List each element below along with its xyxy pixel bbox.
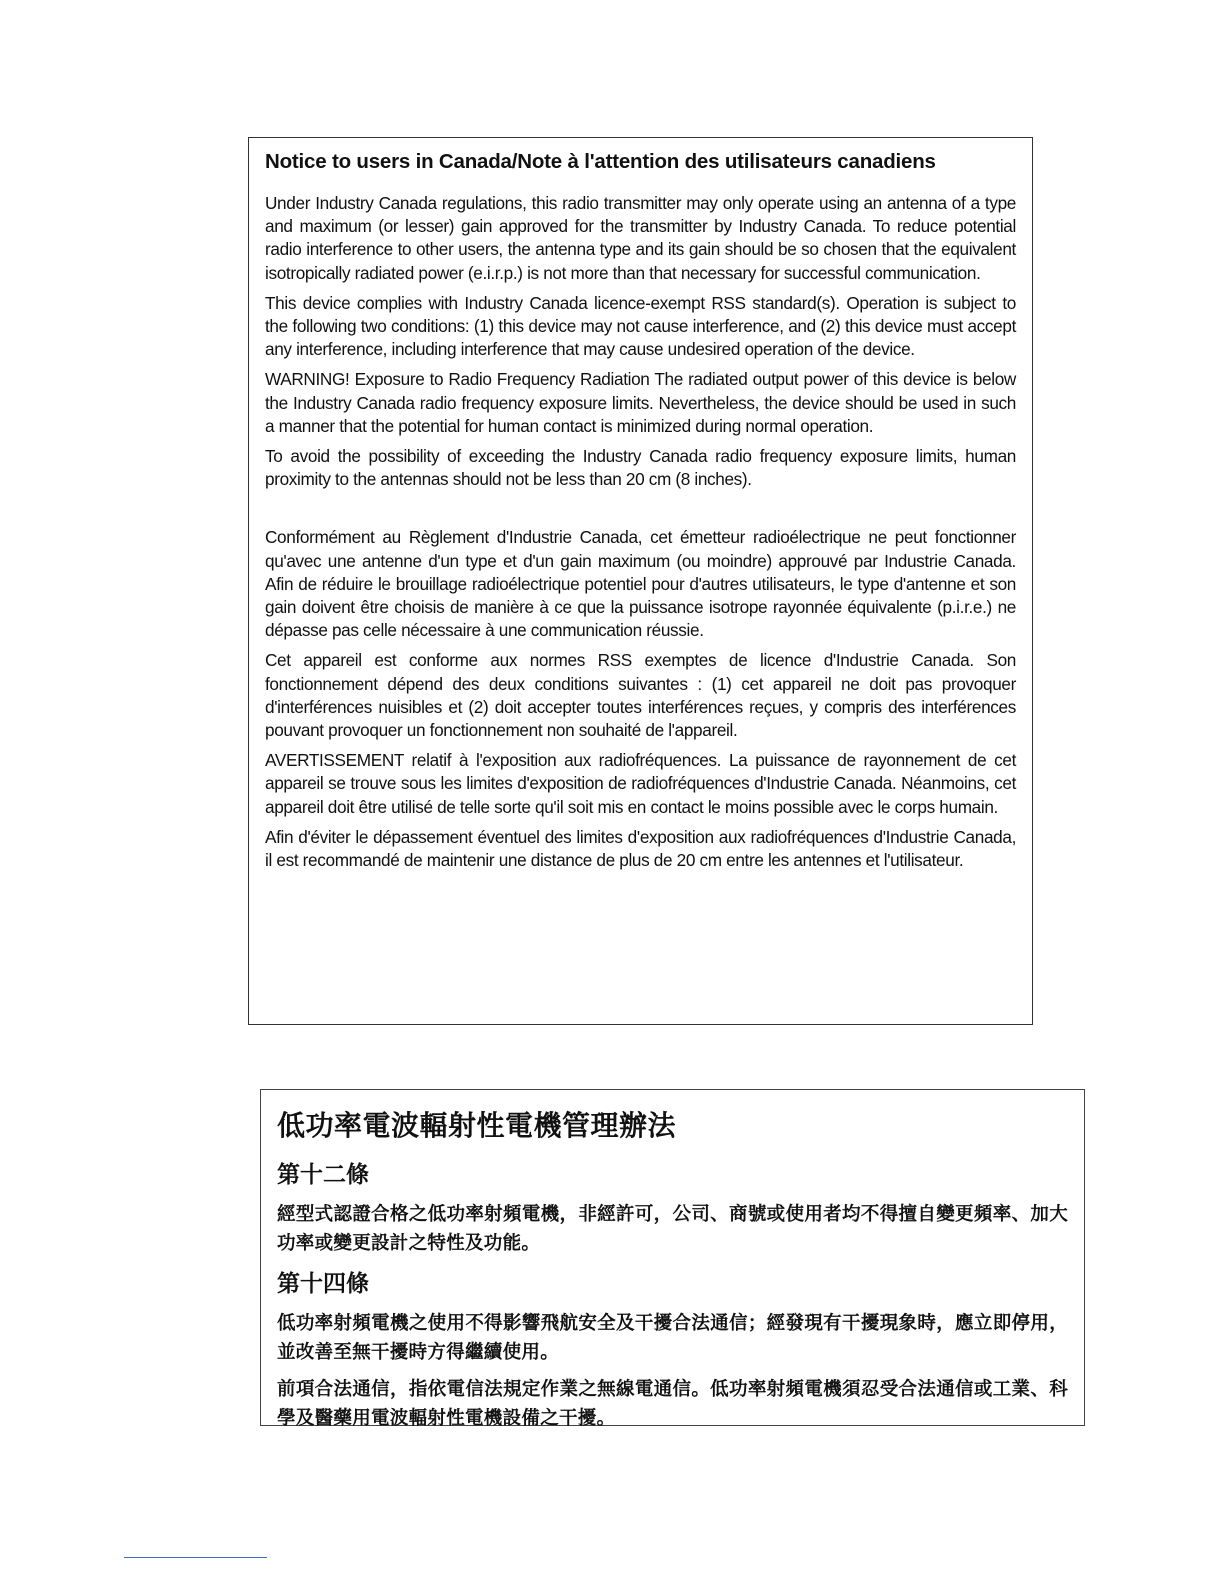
paragraph-fr-rf-exposure-warning: AVERTISSEMENT relatif à l'exposition aux radiofréquences. La puissance de rayonnement de cet appareil se trouve sous les limites d'exposition de radiofréquences d'Industrie Canada. Néanmoins, cet appareil doit être utilisé de telle sorte qu'il soit mis en contact le moins possible avec le corps humain. [265, 750, 1016, 817]
paragraph-fr-rss-compliance: Cet appareil est conforme aux normes RSS exemptes de licence d'Industrie Canada. Son fonctionnement dépend des deux conditions suivantes : (1) cet appareil ne doit pas provoquer d'interférences nuisibles et (2) doit accepter toutes interférences reçues, y compris des interférences pouvant provoquer un fonctionnement non souhaité de l'appareil. [265, 650, 1016, 741]
canada-notice-box [248, 137, 1033, 1025]
footnote-divider [124, 1557, 267, 1558]
article-14-heading: 第十四條 [277, 1270, 369, 1296]
taiwan-notice-box [260, 1089, 1085, 1426]
paragraph-rf-exposure-warning: WARNING! Exposure to Radio Frequency Radiation The radiated output power of this device is below the Industry Canada radio frequency exposure limits. Nevertheless, the device should be used in such a manner that the potential for human contact is minimized during normal operation. [265, 369, 1016, 436]
paragraph-fr-antenna-regulations: Conformément au Règlement d'Industrie Canada, cet émetteur radioélectrique ne peut fonctionner qu'avec une antenne d'un type et d'un gain maximum (ou moindre) approuvé par Industrie Canada. Afin de réduire le brouillage radioélectrique potentiel pour d'autres utilisateurs, le type d'antenne et son gain doivent être choisis de manière à ce que la puissance isotrope rayonnée équivalente (p.i.r.e.) ne dépasse pas celle nécessaire à une communication réussie. [265, 527, 1016, 641]
taiwan-notice-title: 低功率電波輻射性電機管理辦法 [277, 1110, 677, 1141]
paragraph-rss-compliance: This device complies with Industry Canada licence-exempt RSS standard(s). Operation is subject to the following two conditions: (1) this device may not cause interference, and (2) this device must accept any interference, including interference that may cause undesired operation of the device. [265, 292, 1016, 360]
paragraph-antenna-distance: To avoid the possibility of exceeding the Industry Canada radio frequency exposure limits, human proximity to the antennas should not be less than 20 cm (8 inches). [265, 446, 1016, 490]
article-12-text: 經型式認證合格之低功率射頻電機，非經許可，公司、商號或使用者均不得擅自變更頻率、加大功率或變更設計之特性及功能。 [277, 1203, 1068, 1253]
canada-notice-title: Notice to users in Canada/Note à l'attention des utilisateurs canadiens [265, 150, 936, 173]
paragraph-fr-antenna-distance: Afin d'éviter le dépassement éventuel des limites d'exposition aux radiofréquences d'Industrie Canada, il est recommandé de maintenir une distance de plus de 20 cm entre les antennes et l'utilisateur. [265, 826, 1016, 871]
article-14-text-2: 前項合法通信，指依電信法規定作業之無線電通信。低功率射頻電機須忍受合法通信或工業、科學及醫藥用電波輻射性電機設備之干擾。 [277, 1378, 1068, 1428]
article-12-heading: 第十二條 [277, 1161, 369, 1187]
article-14-text-1: 低功率射頻電機之使用不得影響飛航安全及干擾合法通信；經發現有干擾現象時，應立即停用，並改善至無干擾時方得繼續使用。 [277, 1312, 1068, 1362]
paragraph-antenna-regulations: Under Industry Canada regulations, this radio transmitter may only operate using an antenna of a type and maximum (or lesser) gain approved for the transmitter by Industry Canada. To reduce potential radio interference to other users, the antenna type and its gain should be so chosen that the equivalent isotropically radiated power (e.i.r.p.) is not more than that necessary for successful communication. [265, 193, 1016, 283]
